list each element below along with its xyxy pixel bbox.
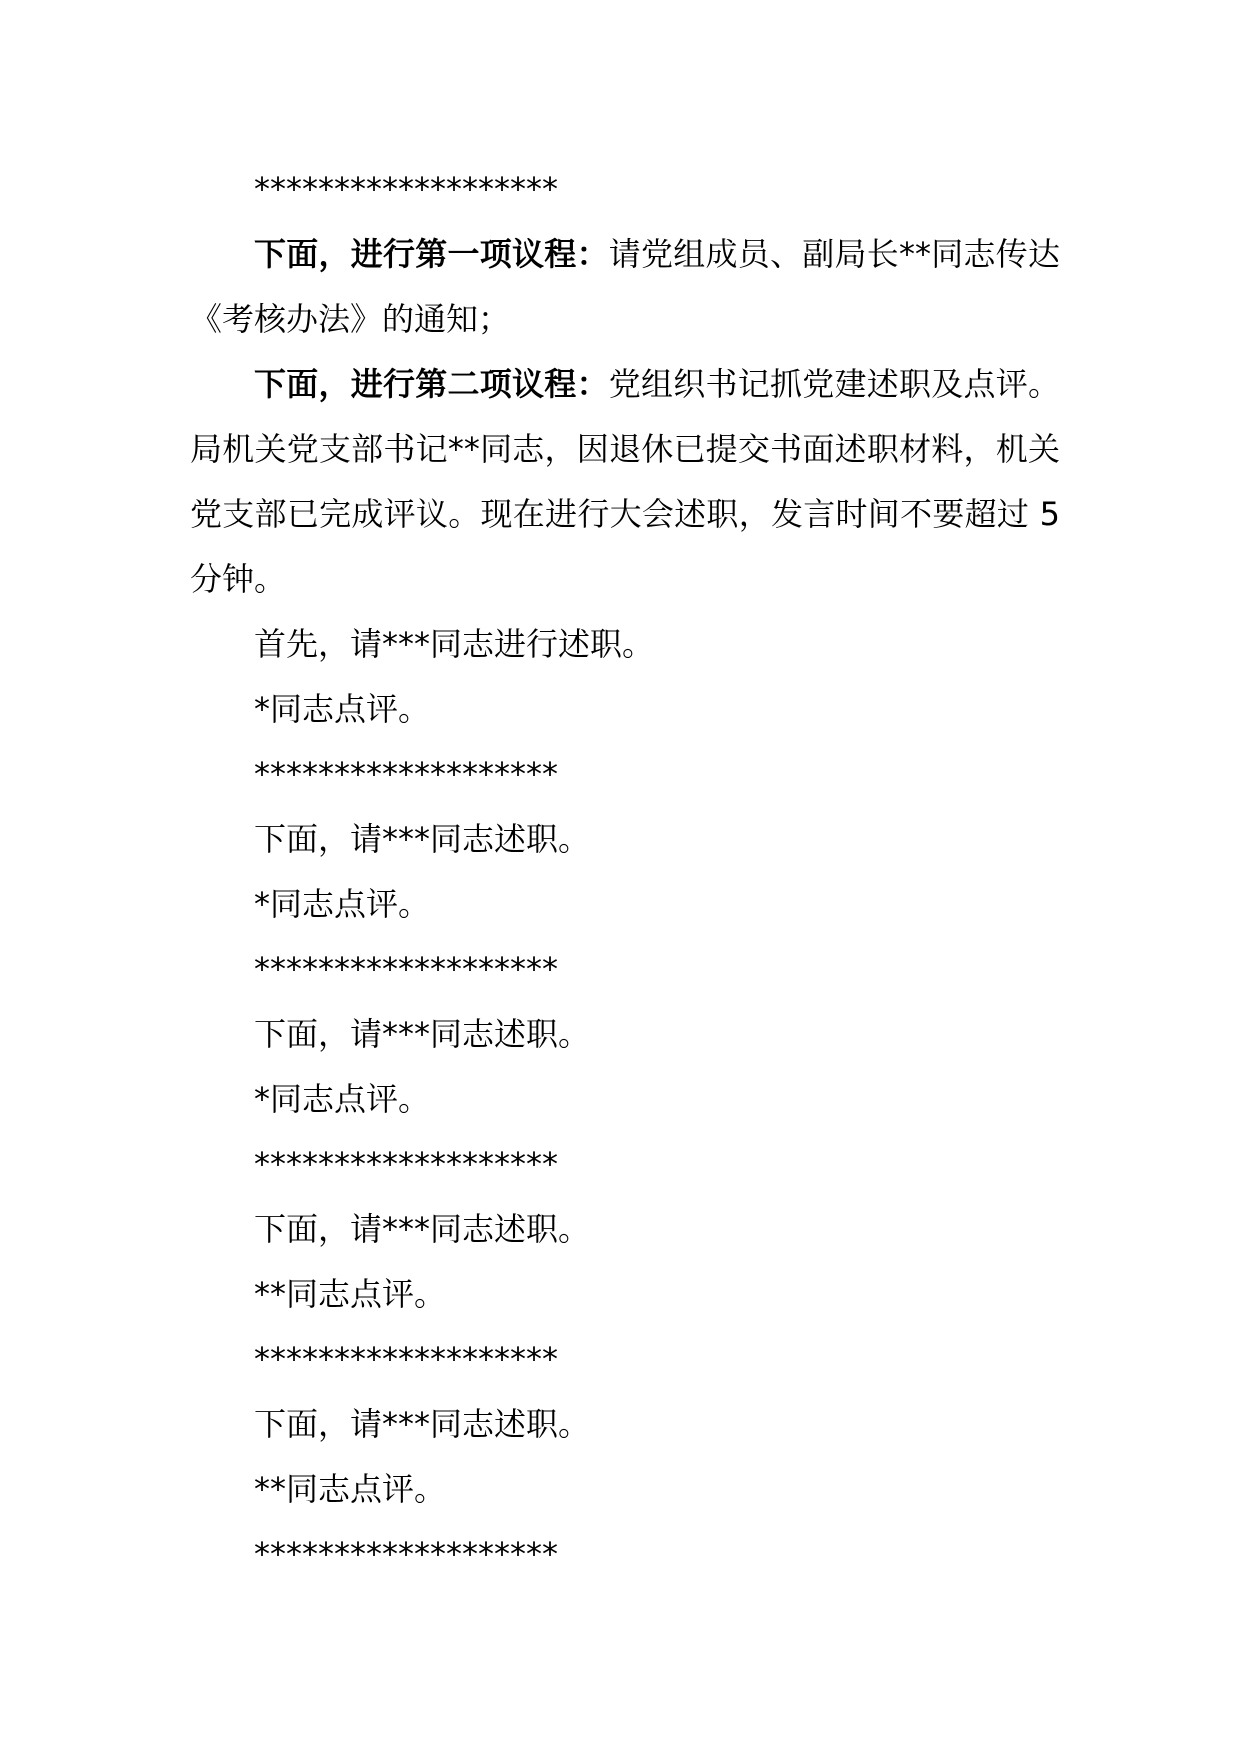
speaker-call: 下面，请***同志述职。 xyxy=(254,1405,591,1443)
comment-call: *同志点评。 xyxy=(254,1080,431,1118)
separator-line: ******************* xyxy=(254,170,558,208)
agenda-text: 请党组成员、副局长**同志传达《考核办法》的通知； xyxy=(190,235,1060,338)
comment-call: *同志点评。 xyxy=(254,690,431,728)
speaker-call: 下面，请***同志述职。 xyxy=(254,820,591,858)
separator-line: ******************* xyxy=(254,950,558,988)
separator-line: ******************* xyxy=(254,755,558,793)
separator-line: ******************* xyxy=(254,1145,558,1183)
separator-line: ******************* xyxy=(254,1535,558,1573)
agenda-lead: 下面，进行第一项议程： xyxy=(254,235,609,273)
agenda-item-two xyxy=(190,352,1060,612)
speaker-call: 下面，请***同志述职。 xyxy=(254,1015,591,1053)
speaker-call: 下面，请***同志述职。 xyxy=(254,1210,591,1248)
comment-call: **同志点评。 xyxy=(254,1470,447,1508)
document-body xyxy=(190,157,1060,1587)
comment-call: *同志点评。 xyxy=(254,885,431,923)
agenda-text: 党组织书记抓党建述职及点评。局机关党支部书记**同志，因退休已提交书面述职材料，机关党支部已完成评议。现在进行大会述职，发言时间不要超过 5 分钟。 xyxy=(190,365,1060,598)
agenda-lead: 下面，进行第二项议程： xyxy=(254,365,609,403)
speaker-call: 首先，请***同志进行述职。 xyxy=(254,625,655,663)
comment-call: **同志点评。 xyxy=(254,1275,447,1313)
separator-line: ******************* xyxy=(254,1340,558,1378)
agenda-item-one xyxy=(190,222,1060,352)
